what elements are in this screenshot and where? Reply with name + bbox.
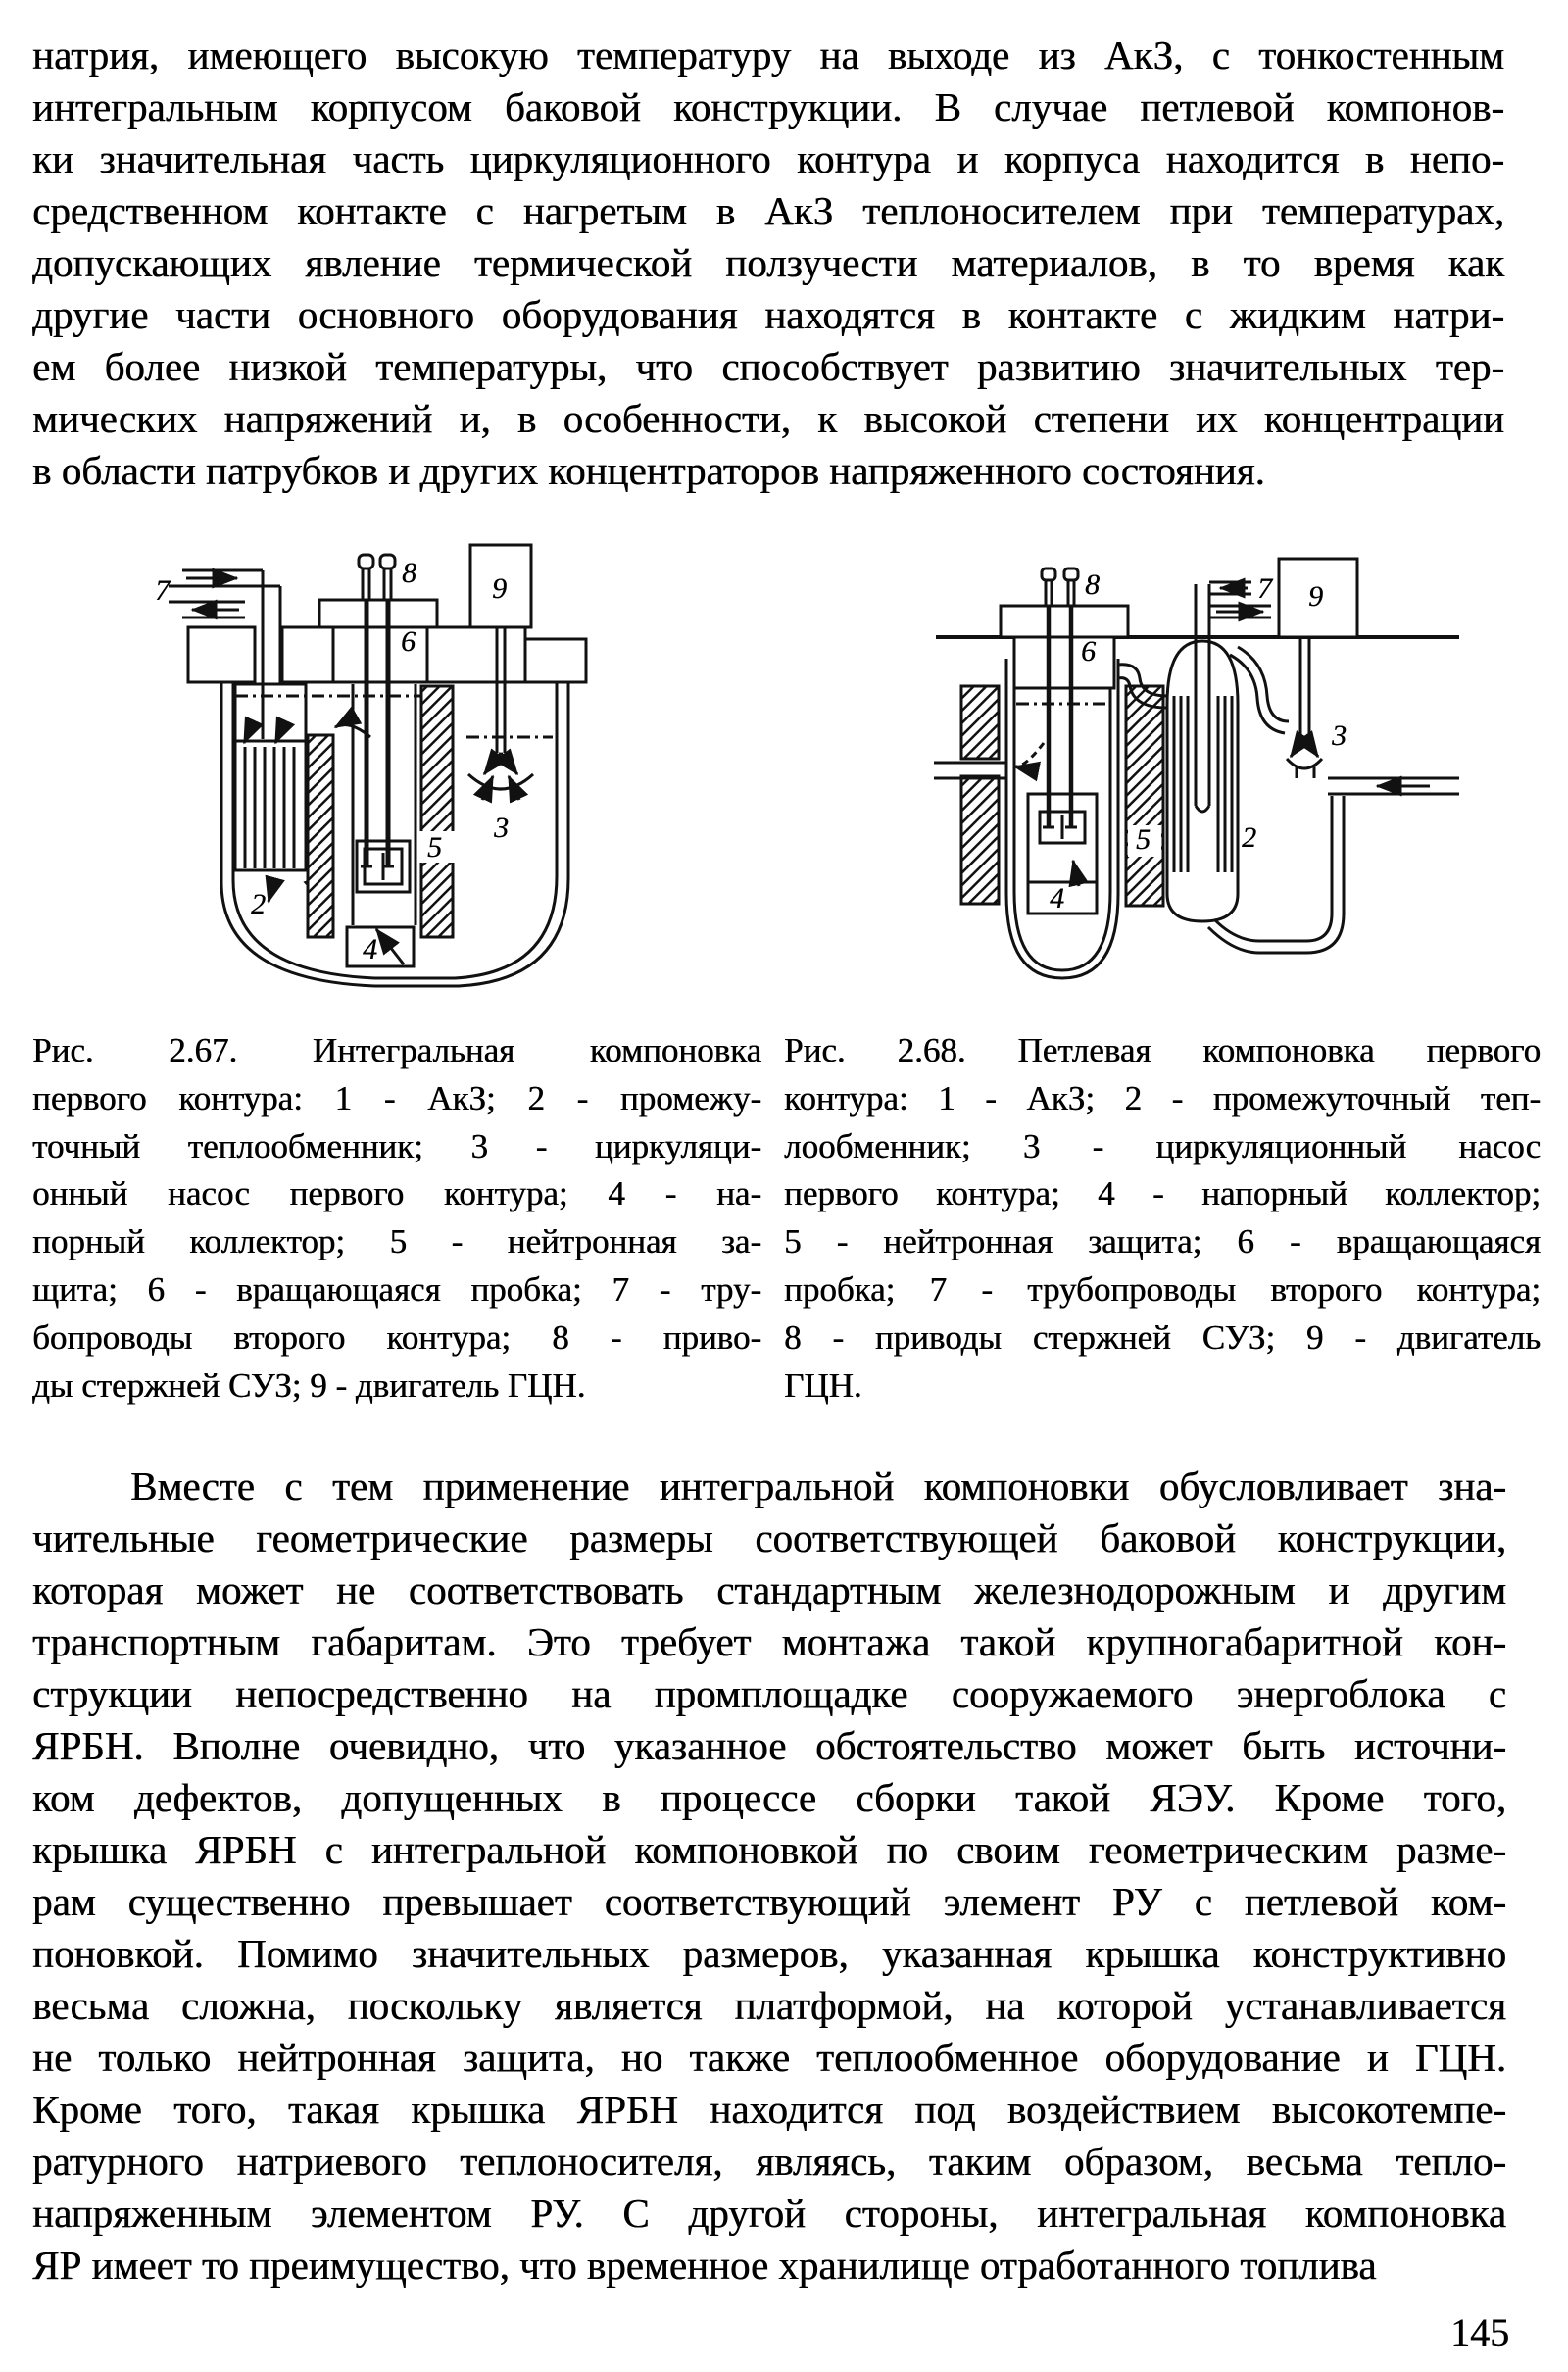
text-line: контура: 1 - АкЗ; 2 - промежуточный теп-	[784, 1078, 1541, 1117]
figure-label-plug: 6	[1081, 635, 1096, 667]
text-line: ГЦН.	[784, 1365, 862, 1405]
text-line: натрия, имеющего высокую температуру на выходе из АкЗ, с тонкостенным	[32, 32, 1504, 77]
figure-label-ihx: 2	[251, 888, 266, 920]
intermediate-heat-exchanger	[235, 684, 306, 870]
text-line: 8 - приводы стержней СУЗ; 9 - двигатель	[784, 1317, 1541, 1357]
text-line: пробка; 7 - трубопроводы второго контура;	[784, 1269, 1541, 1309]
intermediate-heat-exchanger	[1167, 584, 1238, 921]
text-line: ЯРБН. Вполне очевидно, что указанное обстоятельство может быть источни-	[32, 1723, 1506, 1768]
text-line: в области патрубков и других концентраторов напряженного состояния.	[32, 448, 1265, 493]
figure-label-ihx: 2	[1242, 821, 1256, 854]
text-line: напряженным элементом РУ. С другой стороны, интегральная компоновка	[32, 2191, 1506, 2236]
loop-layout-outline	[934, 559, 1459, 978]
figure-label-collector: 4	[1050, 882, 1064, 914]
text-line: другие части основного оборудования находятся в контакте с жидким натри-	[32, 292, 1504, 337]
text-line: ем более низкой температуры, что способствует развитию значительных тер-	[32, 344, 1504, 389]
paragraph-discussion	[32, 1460, 1506, 2292]
circulation-pump	[1287, 737, 1322, 778]
text-line: средственном контакте с нагретым в АкЗ теплоносителем при температурах,	[32, 188, 1504, 233]
text-line: поновкой. Помимо значительных размеров, указанная крышка конструктивно	[32, 1931, 1506, 1976]
text-line: ратурного натриевого теплоносителя, являясь, таким образом, весьма тепло-	[32, 2139, 1506, 2184]
text-line: Рис. 2.68. Петлевая компоновка первого	[784, 1031, 1541, 1069]
text-line: Вместе с тем применение интегральной компоновки обусловливает зна-	[130, 1463, 1506, 1508]
text-line: ЯР имеет то преимущество, что временное хранилище отработанного топлива	[32, 2243, 1377, 2288]
text-line: не только нейтронная защита, но также теплообменное оборудование и ГЦН.	[32, 2035, 1506, 2080]
figure-label-pump: 3	[494, 812, 509, 844]
figure-label-plug: 6	[401, 625, 416, 658]
text-line: которая может не соответствовать стандартным железнодорожным и другим	[32, 1567, 1506, 1612]
figure-label-motor: 9	[492, 572, 507, 605]
text-line: щита; 6 - вращающаяся пробка; 7 - тру-	[32, 1269, 761, 1309]
caption-fig-2-68	[784, 1027, 1541, 1409]
figure-label-pump: 3	[1332, 719, 1347, 752]
text-line: Рис. 2.67. Интегральная компоновка	[32, 1031, 761, 1069]
text-line: ки значительная часть циркуляционного контура и корпуса находится в непо-	[32, 136, 1504, 181]
rotating-plug	[319, 600, 437, 682]
figure-label-pipes: 7	[155, 574, 170, 607]
text-line: первого контура: 1 - АкЗ; 2 - промежу-	[32, 1078, 761, 1117]
figure-label-pipes: 7	[1257, 572, 1272, 605]
figure-label-rods: 8	[1085, 568, 1100, 601]
figure-2-67-diagram	[125, 537, 615, 990]
text-line: транспортным габаритам. Это требует монтажа такой крупногабаритной кон-	[32, 1619, 1506, 1664]
text-line: порный коллектор; 5 - нейтронная за-	[32, 1222, 761, 1261]
text-line: онный насос первого контура; 4 - на-	[32, 1174, 761, 1213]
reactor-tank-outline	[169, 545, 586, 986]
circulation-pump	[468, 753, 533, 800]
return-pipe	[1328, 778, 1459, 794]
pressure-collector	[347, 927, 414, 966]
paragraph-intro	[32, 29, 1504, 497]
text-line: струкции непосредственно на промплощадке сооружаемого энергоблока с	[32, 1671, 1506, 1716]
caption-fig-2-67	[32, 1027, 761, 1409]
text-line: бопроводы второго контура; 8 - приво-	[32, 1317, 761, 1357]
text-line: допускающих явление термической ползучести материалов, в то время как	[32, 240, 1504, 285]
text-line: Кроме того, такая крышка ЯРБН находится под воздействием высокотемпе-	[32, 2087, 1506, 2132]
text-line: ды стержней СУЗ; 9 - двигатель ГЦН.	[32, 1365, 586, 1405]
text-line: весьма сложна, поскольку является платформой, на которой устанавливается	[32, 1983, 1506, 2028]
figure-label-shield: 5	[1136, 823, 1151, 856]
text-line: точный теплообменник; 3 - циркуляци-	[32, 1126, 761, 1165]
text-line: ком дефектов, допущенных в процессе сборки такой ЯЭУ. Кроме того,	[32, 1775, 1506, 1820]
figure-label-collector: 4	[363, 933, 377, 965]
core-barrel	[353, 684, 416, 925]
neutron-shield	[308, 686, 453, 937]
text-line: рам существенно превышает соответствующий элемент РУ с петлевой ком-	[32, 1879, 1506, 1924]
text-line: интегральным корпусом баковой конструкции. В случае петлевой компонов-	[32, 84, 1504, 129]
flow-arrow-icon	[269, 880, 274, 902]
text-line: лообменник; 3 - циркуляционный насос	[784, 1126, 1541, 1165]
figure-label-motor: 9	[1308, 580, 1323, 613]
figure-2-68-diagram	[885, 549, 1463, 985]
text-line: крышка ЯРБН с интегральной компоновкой по своим геометрическим разме-	[32, 1827, 1506, 1872]
page-number: 145	[1450, 2310, 1509, 2354]
text-line: мических напряжений и, в особенности, к высокой степени их концентрации	[32, 396, 1504, 441]
text-line: 5 - нейтронная защита; 6 - вращающаяся	[784, 1222, 1541, 1261]
rotating-plug	[1001, 606, 1128, 688]
figure-label-rods: 8	[402, 557, 416, 589]
text-line: первого контура; 4 - напорный коллектор;	[784, 1174, 1541, 1213]
text-line: чительные геометрические размеры соответствующей баковой конструкции,	[32, 1515, 1506, 1560]
figure-label-shield: 5	[427, 831, 442, 864]
